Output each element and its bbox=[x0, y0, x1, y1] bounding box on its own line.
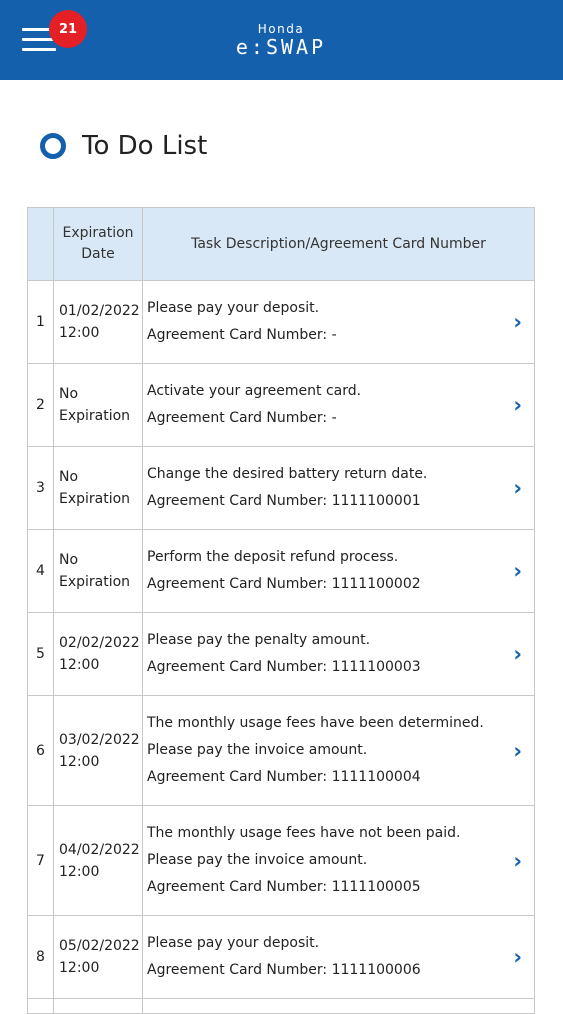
chevron-right-icon[interactable]: › bbox=[513, 848, 522, 873]
table-header-row bbox=[28, 208, 535, 281]
row-number: 6 bbox=[28, 696, 54, 806]
task-description-cell[interactable] bbox=[143, 806, 535, 916]
agreement-card-number: Agreement Card Number: 1111100006 bbox=[147, 962, 421, 978]
chevron-right-icon[interactable]: › bbox=[513, 559, 522, 583]
task-description-text: Please pay your deposit. bbox=[147, 300, 320, 316]
expiration-time-line: Expiration bbox=[59, 408, 131, 424]
chevron-right-icon[interactable]: › bbox=[513, 393, 522, 417]
agreement-card-number: Agreement Card Number: 1111100003 bbox=[147, 659, 421, 675]
agreement-card-number: Agreement Card Number: 1111100002 bbox=[147, 576, 421, 592]
table-row[interactable] bbox=[28, 364, 535, 447]
task-description-text: Perform the deposit refund process. bbox=[147, 549, 399, 565]
expiration-time-line: 12:00 bbox=[59, 753, 100, 770]
agreement-card-number: Agreement Card Number: - bbox=[147, 327, 337, 343]
row-number: 5 bbox=[28, 613, 54, 696]
header-expiration-date: Expiration Date bbox=[54, 208, 143, 281]
expiration-time-line: 12:00 bbox=[59, 960, 100, 976]
table-row[interactable] bbox=[28, 999, 535, 1014]
expiration-time-line: Expiration bbox=[59, 491, 131, 507]
expiration-date-cell bbox=[54, 613, 143, 696]
chevron-right-icon[interactable]: › bbox=[513, 642, 522, 666]
table-row[interactable] bbox=[28, 447, 535, 530]
expiration-time-line: 12:00 bbox=[59, 863, 100, 880]
task-description-cell[interactable] bbox=[143, 916, 535, 999]
ring-icon bbox=[40, 133, 66, 159]
agreement-card-number: Agreement Card Number: 1111100004 bbox=[147, 769, 421, 785]
task-description-cell[interactable] bbox=[143, 364, 535, 447]
page-title-area bbox=[40, 128, 207, 164]
task-description-text: Change the desired battery return date. bbox=[147, 466, 428, 482]
header-task-description: Task Description/Agreement Card Number bbox=[143, 208, 535, 281]
expiration-date-line: 03/02/2022 bbox=[59, 731, 140, 748]
row-number: 8 bbox=[28, 916, 54, 999]
expiration-date-cell bbox=[54, 447, 143, 530]
chevron-right-icon[interactable]: › bbox=[513, 945, 522, 969]
expiration-date-line: 01/02/2022 bbox=[59, 303, 140, 319]
task-description-text: Activate your agreement card. bbox=[147, 383, 362, 399]
header-number-cell bbox=[28, 208, 54, 281]
todo-table bbox=[27, 207, 535, 1014]
chevron-right-icon[interactable]: › bbox=[513, 476, 522, 500]
notification-badge[interactable]: 21 bbox=[49, 10, 87, 48]
task-description-cell[interactable] bbox=[143, 281, 535, 364]
task-description-text: Please pay the invoice amount. bbox=[147, 742, 368, 758]
chevron-right-icon[interactable]: › bbox=[513, 738, 522, 763]
table-row[interactable] bbox=[28, 613, 535, 696]
expiration-date-line: No bbox=[59, 386, 79, 402]
expiration-time-line: Expiration bbox=[59, 574, 131, 590]
expiration-date-line: No bbox=[59, 469, 79, 485]
row-number: 4 bbox=[28, 530, 54, 613]
expiration-date-cell bbox=[54, 530, 143, 613]
row-number: 2 bbox=[28, 364, 54, 447]
task-description-text: Please pay your deposit. bbox=[147, 935, 320, 951]
expiration-date-cell bbox=[54, 696, 143, 806]
expiration-date-line: No bbox=[59, 552, 79, 568]
table-row[interactable] bbox=[28, 530, 535, 613]
task-description-cell[interactable] bbox=[143, 447, 535, 530]
chevron-right-icon[interactable]: › bbox=[513, 310, 522, 334]
table-row[interactable] bbox=[28, 916, 535, 999]
empty-cell bbox=[54, 999, 143, 1014]
expiration-time-line: 12:00 bbox=[59, 325, 100, 341]
brand-top-text: Honda bbox=[257, 22, 305, 36]
table-row[interactable] bbox=[28, 281, 535, 364]
expiration-time-line: 12:00 bbox=[59, 657, 100, 673]
agreement-card-number: Agreement Card Number: 1111100001 bbox=[147, 493, 421, 509]
row-number: 7 bbox=[28, 806, 54, 916]
row-number: 3 bbox=[28, 447, 54, 530]
row-number: 1 bbox=[28, 281, 54, 364]
task-description-text: The monthly usage fees have not been paid. Please pay the invoice amount. bbox=[147, 825, 461, 868]
task-description-cell[interactable] bbox=[143, 530, 535, 613]
task-description-text: The monthly usage fees have been determined. bbox=[147, 715, 484, 731]
expiration-date-cell bbox=[54, 281, 143, 364]
agreement-card-number: Agreement Card Number: 1111100005 bbox=[147, 879, 421, 895]
expiration-date-line: 05/02/2022 bbox=[59, 938, 140, 954]
brand-logo[interactable] bbox=[205, 22, 357, 62]
empty-cell bbox=[143, 999, 535, 1014]
agreement-card-number: Agreement Card Number: - bbox=[147, 410, 337, 426]
top-header bbox=[0, 0, 563, 80]
task-description-cell[interactable] bbox=[143, 613, 535, 696]
brand-main-text: e:SWAP bbox=[235, 35, 327, 59]
expiration-date-cell bbox=[54, 806, 143, 916]
empty-cell bbox=[28, 999, 54, 1014]
expiration-date-cell bbox=[54, 916, 143, 999]
expiration-date-line: 02/02/2022 bbox=[59, 635, 140, 651]
expiration-date-cell bbox=[54, 364, 143, 447]
table-row[interactable] bbox=[28, 696, 535, 806]
task-description-cell[interactable] bbox=[143, 696, 535, 806]
page-title: To Do List bbox=[82, 131, 208, 161]
task-description-text: Please pay the penalty amount. bbox=[147, 632, 371, 648]
menu-bar bbox=[22, 48, 56, 51]
expiration-date-line: 04/02/2022 bbox=[59, 841, 140, 858]
table-row[interactable] bbox=[28, 806, 535, 916]
